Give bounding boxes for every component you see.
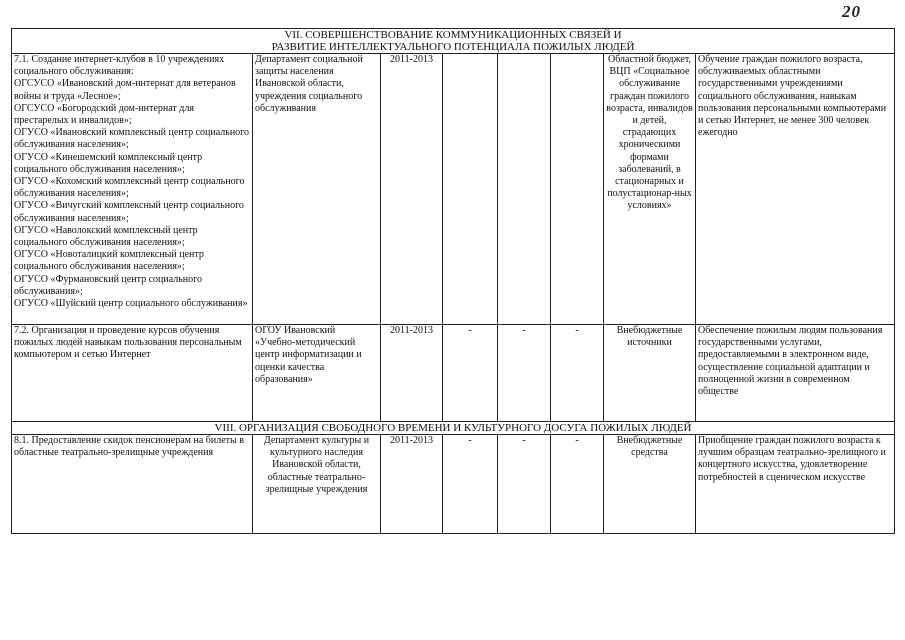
activity-item: ОГУСО «Новоталицкий комплексный центр социального обслуживания населения»;	[14, 249, 204, 273]
activity-item: ОГУСО «Кохомский комплексный центр социального обслуживания населения»;	[14, 176, 245, 200]
executor-cell: Департамент социальной защиты населения Ивановской области, учреждения социального обслуживания	[253, 54, 381, 325]
activity-item: ОГСУСО «Ивановский дом-интернат для ветеранов войны и труда «Лесное»;	[14, 78, 236, 102]
amount-cell: -	[498, 325, 551, 422]
period-cell: 2011-2013	[381, 54, 443, 325]
section-title	[12, 29, 895, 54]
program-table	[11, 28, 895, 534]
activity-cell	[12, 54, 253, 325]
amount-cell	[498, 54, 551, 325]
activity-item: ОГУСО «Ивановский комплексный центр социального обслуживания населения»;	[14, 127, 250, 151]
section-header-row	[12, 29, 895, 54]
activity-cell: 7.2. Организация и проведение курсов обучения пожилых людей навыкам пользования персональным компьютером и сетью Интернет	[12, 325, 253, 422]
funding-source-cell: Внебюджетные источники	[604, 325, 696, 422]
expected-result-cell: Обучение граждан пожилого возраста, обслуживаемых областными государственными учреждениями социального обслуживания, навыкам пользования персональными компьютерами и сетью Интернет, не менее 300 человек ежегодно	[696, 54, 895, 325]
expected-result-cell: Приобщение граждан пожилого возраста к лучшим образцам театрально-зрелищного и концертного искусства, удовлетворение потребностей в сценическом искусстве	[696, 435, 895, 534]
activity-intro: 7.1. Создание интернет-клубов в 10 учреждениях социального обслуживания:	[14, 54, 225, 78]
period-cell: 2011-2013	[381, 325, 443, 422]
amount-cell: -	[551, 435, 604, 534]
table-row	[12, 325, 895, 422]
period-cell: 2011-2013	[381, 435, 443, 534]
table-row	[12, 435, 895, 534]
amount-cell: -	[551, 325, 604, 422]
executor-cell: Департамент культуры и культурного наследия Ивановской области, областные театрально-зрелищные учреждения	[253, 435, 381, 534]
activity-item: ОГУСО «Вичугский комплексный центр социального обслуживания населения»;	[14, 200, 244, 224]
section-title-line: VII. СОВЕРШЕНСТВОВАНИЕ КОММУНИКАЦИОННЫХ СВЯЗЕЙ И	[284, 29, 622, 41]
amount-cell: -	[498, 435, 551, 534]
activity-cell: 8.1. Предоставление скидок пенсионерам на билеты в областные театрально-зрелищные учреждения	[12, 435, 253, 534]
table-row	[12, 54, 895, 325]
amount-cell	[551, 54, 604, 325]
activity-item: ОГУСО «Фурмановский центр социального обслуживания»;	[14, 273, 202, 297]
amount-cell: -	[443, 325, 498, 422]
section-title: VIII. ОРГАНИЗАЦИЯ СВОБОДНОГО ВРЕМЕНИ И КУЛЬТУРНОГО ДОСУГА ПОЖИЛЫХ ЛЮДЕЙ	[12, 422, 895, 435]
section-title-line: РАЗВИТИЕ ИНТЕЛЛЕКТУАЛЬНОГО ПОТЕНЦИАЛА ПОЖИЛЫХ ЛЮДЕЙ	[271, 41, 635, 53]
executor-cell: ОГОУ Ивановский «Учебно-методический центр информатизации и оценки качества образования»	[253, 325, 381, 422]
activity-item: ОГУСО «Кинешемский комплексный центр социального обслуживания населения»;	[14, 151, 203, 175]
activity-item: ОГУСО «Наволокский комплексный центр социального обслуживания населения»;	[14, 224, 198, 249]
section-header-row	[12, 422, 895, 435]
activity-item: ОГУСО «Шуйский центр социального обслуживания»	[14, 298, 248, 310]
page-number: 20	[842, 2, 861, 21]
amount-cell: -	[443, 435, 498, 534]
funding-source-cell: Внебюджетные средства	[604, 435, 696, 534]
expected-result-cell: Обеспечение пожилым людям пользования государственными услугами, предоставляемыми в электронном виде, осуществление социальной адаптации и полноценной жизни в современном обществе	[696, 325, 895, 422]
activity-item: ОГСУСО «Богородский дом-интернат для престарелых и инвалидов»;	[14, 102, 194, 127]
amount-cell	[443, 54, 498, 325]
funding-source-cell: Областной бюджет, ВЦП «Социальное обслуживание граждан пожилого возраста, инвалидов и детей, страдающих хроническими формами заболеваний, в стационарных и полустационар-ных условиях»	[604, 54, 696, 325]
